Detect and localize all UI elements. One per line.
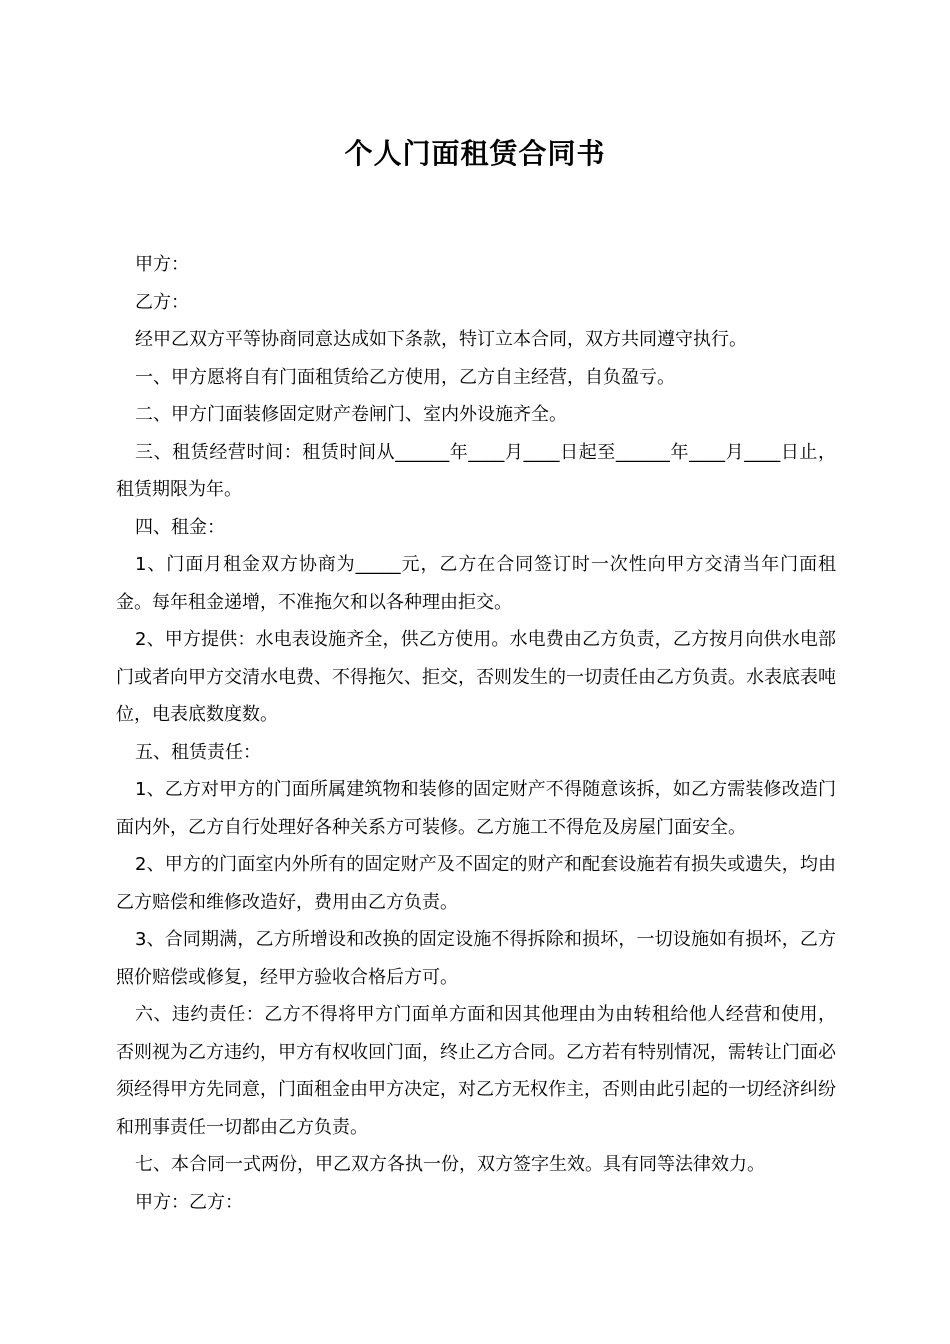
clause-4-rent-heading: 四、租金： <box>135 516 225 538</box>
clause-5-item-1: 1、乙方对甲方的门面所属建筑物和装修的固定财产不得随意该拆，如乙方需装修改造门面内外，乙方自行处理好各种关系方可装修。乙方施工不得危及房屋门面安全。 <box>116 779 836 838</box>
clause-3-lease-term: 三、租赁经营时间：租赁时间从______年____月____日起至______年____月____日止，租赁期限为年。 <box>116 441 836 500</box>
clause-5-item-2: 2、甲方的门面室内外所有的固定财产及不固定的财产和配套设施若有损失或遗失，均由乙方赔偿和维修改造好，费用由乙方负责。 <box>116 854 836 913</box>
clause-4-item-2: 2、甲方提供：水电表设施齐全，供乙方使用。水电费由乙方负责，乙方按月向供水电部门或者向甲方交清水电费、不得拖欠、拒交，否则发生的一切责任由乙方负责。水表底表吨位，电表底数度数。 <box>116 629 836 725</box>
clause-2: 二、甲方门面装修固定财产卷闸门、室内外设施齐全。 <box>135 404 567 425</box>
party-b-line: 乙方： <box>135 291 189 313</box>
document-title: 个人门面租赁合同书 <box>344 137 606 170</box>
clause-5-item-3: 3、合同期满，乙方所增设和改换的固定设施不得拆除和损坏，一切设施如有损坏，乙方照价赔偿或修复，经甲方验收合格后方可。 <box>116 929 836 988</box>
clause-7-copies: 七、本合同一式两份，甲乙双方各执一份，双方签字生效。具有同等法律效力。 <box>135 1154 765 1175</box>
clause-5-heading: 五、租赁责任： <box>135 741 261 763</box>
contract-body <box>116 246 836 1221</box>
clause-6-breach: 六、违约责任：乙方不得将甲方门面单方面和因其他理由为由转租给他人经营和使用，否则视为乙方违约，甲方有权收回门面，终止乙方合同。乙方若有特别情况，需转让门面必须经得甲方先同意，门面租金由甲方决定，对乙方无权作主，否则由此引起的一切经济纠纷和刑事责任一切都由乙方负责。 <box>116 1004 836 1138</box>
signature-line: 甲方：乙方： <box>135 1191 243 1213</box>
clause-1: 一、甲方愿将自有门面租赁给乙方使用，乙方自主经营，自负盈亏。 <box>135 366 675 388</box>
clause-4-item-1: 1、门面月租金双方协商为_____元，乙方在合同签订时一次性向甲方交清当年门面租金。每年租金递增，不准拖欠和以各种理由拒交。 <box>116 554 836 613</box>
party-a-line: 甲方： <box>135 254 189 275</box>
preamble: 经甲乙双方平等协商同意达成如下条款，特订立本合同，双方共同遵守执行。 <box>135 329 747 350</box>
